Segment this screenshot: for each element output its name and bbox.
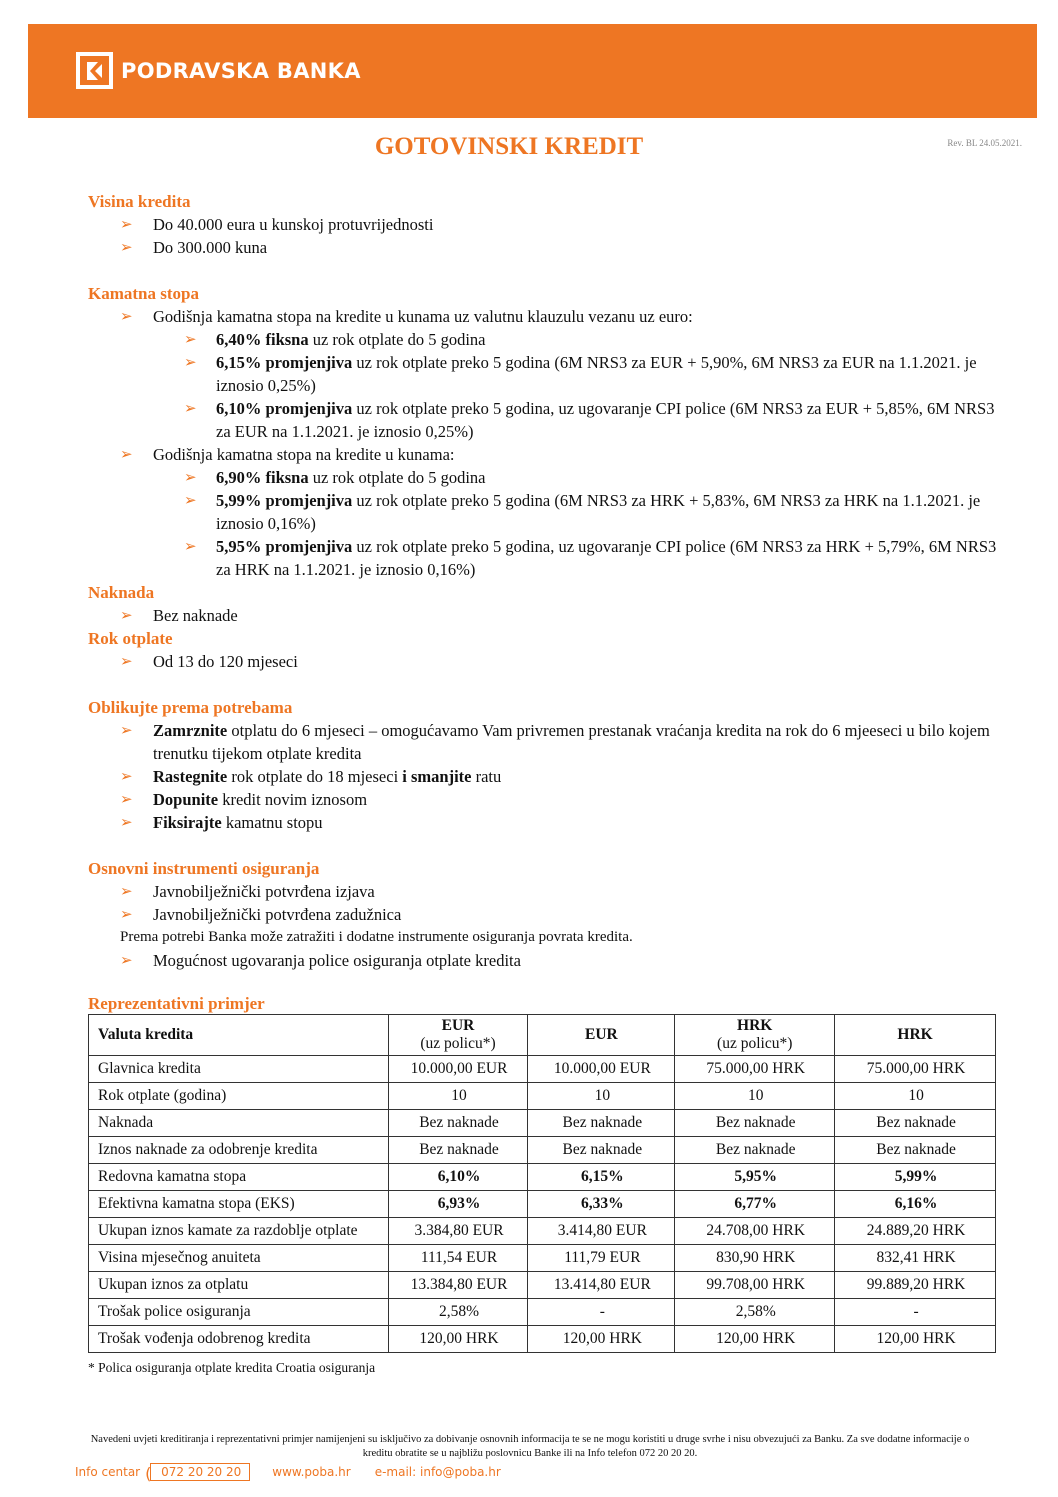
arrow-bullet-icon: ➢ bbox=[120, 652, 133, 670]
arrow-bullet-icon: ➢ bbox=[184, 330, 197, 348]
list-kamatna bbox=[88, 305, 1008, 581]
list-item: ➢ Mogućnost ugovaranja police osiguranja otplate kredita bbox=[120, 951, 521, 970]
bank-name: PODRAVSKA BANKA bbox=[121, 58, 361, 83]
table-cell: 120,00 HRK bbox=[835, 1326, 996, 1353]
list-item: ➢ Fiksirajte kamatnu stopu bbox=[120, 813, 323, 832]
row-label: Rok otplate (godina) bbox=[89, 1083, 389, 1110]
table-cell: Bez naknade bbox=[675, 1110, 835, 1137]
table-cell: Bez naknade bbox=[388, 1137, 528, 1164]
heading-naknada: Naknada bbox=[88, 583, 155, 602]
list-item: ➢ Do 40.000 eura u kunskoj protuvrijednosti bbox=[120, 215, 434, 234]
arrow-bullet-icon: ➢ bbox=[120, 307, 133, 325]
table-cell: 24.708,00 HRK bbox=[675, 1218, 835, 1245]
revision-label: Rev. BL 24.05.2021. bbox=[947, 138, 1022, 148]
table-cell: Bez naknade bbox=[528, 1110, 675, 1137]
arrow-bullet-icon: ➢ bbox=[120, 767, 133, 785]
list-osiguranje bbox=[88, 880, 1008, 926]
table-cell: 832,41 HRK bbox=[835, 1245, 996, 1272]
heading-primjer: Reprezentativni primjer bbox=[88, 994, 265, 1013]
arrow-bullet-icon: ➢ bbox=[184, 468, 197, 486]
table-cell: 99.708,00 HRK bbox=[675, 1272, 835, 1299]
arrow-bullet-icon: ➢ bbox=[120, 905, 133, 923]
header-col: EUR bbox=[528, 1015, 675, 1056]
row-label: Ukupan iznos kamate za razdoblje otplate bbox=[89, 1218, 389, 1245]
table-row bbox=[89, 1056, 996, 1083]
table-cell: Bez naknade bbox=[835, 1137, 996, 1164]
table-cell: 6,15% bbox=[528, 1164, 675, 1191]
arrow-bullet-icon: ➢ bbox=[184, 537, 197, 555]
table-cell: 5,99% bbox=[835, 1164, 996, 1191]
table-cell: 10 bbox=[835, 1083, 996, 1110]
phone-icon: ( bbox=[145, 1464, 152, 1483]
table-cell: 120,00 HRK bbox=[388, 1326, 528, 1353]
table-cell: Bez naknade bbox=[388, 1110, 528, 1137]
list-item: ➢ 6,10% promjenjiva uz rok otplate preko 5 godina, uz ugovaranje CPI police (6M NRS3 za EUR + 5,85%, 6M NRS3 za EUR na 1.1.2021. je iznosio 0,25%) bbox=[184, 399, 995, 441]
heading-rok: Rok otplate bbox=[88, 629, 173, 648]
table-row bbox=[89, 1299, 996, 1326]
list-osiguranje-extra bbox=[88, 949, 1008, 972]
list-rok bbox=[88, 650, 1008, 673]
list-visina bbox=[88, 213, 1008, 259]
representative-example-table bbox=[88, 1014, 996, 1353]
list-item: ➢ Godišnja kamatna stopa na kredite u kunama uz valutnu klauzulu vezanu uz euro: bbox=[120, 307, 693, 326]
table-cell: - bbox=[835, 1299, 996, 1326]
table-cell: 10.000,00 EUR bbox=[528, 1056, 675, 1083]
arrow-bullet-icon: ➢ bbox=[120, 882, 133, 900]
table-cell: Bez naknade bbox=[675, 1137, 835, 1164]
table-footnote: * Polica osiguranja otplate kredita Croatia osiguranja bbox=[88, 1360, 376, 1375]
list-item: ➢ Zamrznite otplatu do 6 mjeseci – omogućavamo Vam privremen prestanak vraćanja kredita na rok do 6 mjeeseci u bilo kojem trenutku tijekom otplate kredita bbox=[120, 721, 990, 763]
table-cell: 6,77% bbox=[675, 1191, 835, 1218]
header-col: HRK bbox=[835, 1015, 996, 1056]
table-cell: 120,00 HRK bbox=[528, 1326, 675, 1353]
info-centar-label: Info centar bbox=[75, 1465, 141, 1479]
arrow-bullet-icon: ➢ bbox=[120, 606, 133, 624]
table-cell: 99.889,20 HRK bbox=[835, 1272, 996, 1299]
table-cell: 6,10% bbox=[388, 1164, 528, 1191]
table-cell: 6,93% bbox=[388, 1191, 528, 1218]
header-col: HRK (uz policu*) bbox=[675, 1015, 835, 1056]
table-row bbox=[89, 1218, 996, 1245]
table-row bbox=[89, 1164, 996, 1191]
heading-osiguranje: Osnovni instrumenti osiguranja bbox=[88, 859, 320, 878]
arrow-bullet-icon: ➢ bbox=[120, 813, 133, 831]
arrow-bullet-icon: ➢ bbox=[120, 238, 133, 256]
email-link[interactable]: e-mail: info@poba.hr bbox=[374, 1465, 501, 1479]
table-cell: 111,79 EUR bbox=[528, 1245, 675, 1272]
table-cell: 3.384,80 EUR bbox=[388, 1218, 528, 1245]
osiguranje-note: Prema potrebi Banka može zatražiti i dodatne instrumente osiguranja povrata kredita. bbox=[120, 929, 633, 945]
heading-oblikujte: Oblikujte prema potrebama bbox=[88, 698, 293, 717]
row-label: Redovna kamatna stopa bbox=[89, 1164, 389, 1191]
table-cell: 10 bbox=[388, 1083, 528, 1110]
main-content bbox=[88, 190, 1008, 1379]
list-item: ➢ 6,40% fiksna uz rok otplate do 5 godina bbox=[184, 330, 486, 349]
row-label: Trošak police osiguranja bbox=[89, 1299, 389, 1326]
list-item: ➢ 6,15% promjenjiva uz rok otplate preko 5 godina (6M NRS3 za EUR + 5,90%, 6M NRS3 za EUR na 1.1.2021. je iznosio 0,25%) bbox=[184, 353, 977, 395]
heading-visina: Visina kredita bbox=[88, 192, 191, 211]
table-cell: 830,90 HRK bbox=[675, 1245, 835, 1272]
table-cell: 10 bbox=[675, 1083, 835, 1110]
website-link[interactable]: www.poba.hr bbox=[272, 1465, 351, 1479]
arrow-bullet-icon: ➢ bbox=[184, 353, 197, 371]
header-label: Valuta kredita bbox=[89, 1015, 389, 1056]
arrow-bullet-icon: ➢ bbox=[120, 721, 133, 739]
phone-box[interactable] bbox=[145, 1463, 250, 1483]
row-label: Efektivna kamatna stopa (EKS) bbox=[89, 1191, 389, 1218]
table-row bbox=[89, 1110, 996, 1137]
table-row bbox=[89, 1326, 996, 1353]
list-item: ➢ 5,95% promjenjiva uz rok otplate preko 5 godina, uz ugovaranje CPI police (6M NRS3 za HRK + 5,79%, 6M NRS3 za HRK na 1.1.2021. je iznosio 0,16%) bbox=[184, 537, 997, 579]
list-item: ➢ Godišnja kamatna stopa na kredite u kunama: bbox=[120, 445, 455, 464]
table-cell: 3.414,80 EUR bbox=[528, 1218, 675, 1245]
table-cell: 75.000,00 HRK bbox=[675, 1056, 835, 1083]
row-label: Trošak vođenja odobrenog kredita bbox=[89, 1326, 389, 1353]
table-cell: 24.889,20 HRK bbox=[835, 1218, 996, 1245]
arrow-bullet-icon: ➢ bbox=[120, 215, 133, 233]
bank-logo[interactable] bbox=[76, 52, 361, 89]
table-row bbox=[89, 1245, 996, 1272]
table-row bbox=[89, 1191, 996, 1218]
table-cell: Bez naknade bbox=[835, 1110, 996, 1137]
list-item: ➢ Bez naknade bbox=[120, 606, 238, 625]
list-item: ➢ Javnobilježnički potvrđena izjava bbox=[120, 882, 375, 901]
list-item: ➢ Do 300.000 kuna bbox=[120, 238, 268, 257]
list-item: ➢ Javnobilježnički potvrđena zadužnica bbox=[120, 905, 402, 924]
table-cell: Bez naknade bbox=[528, 1137, 675, 1164]
row-label: Ukupan iznos za otplatu bbox=[89, 1272, 389, 1299]
arrow-bullet-icon: ➢ bbox=[120, 445, 133, 463]
list-item: ➢ Rastegnite rok otplate do 18 mjeseci i smanjite ratu bbox=[120, 767, 502, 786]
row-label: Iznos naknade za odobrenje kredita bbox=[89, 1137, 389, 1164]
disclaimer: Navedeni uvjeti kreditiranja i reprezentativni primjer namijenjeni su isključivo za dobivanje osnovnih informacija te se ne mogu koristiti u druge svrhe i nisu obvezujući za Banku. Za sve dodatne informacije o kreditu obratite se u najbližu poslovnicu Banke ili na Info telefon 072 20 20 20. bbox=[90, 1434, 970, 1459]
table-row bbox=[89, 1137, 996, 1164]
heading-kamatna: Kamatna stopa bbox=[88, 284, 199, 303]
list-item: ➢ Od 13 do 120 mjeseci bbox=[120, 652, 298, 671]
table-cell: 120,00 HRK bbox=[675, 1326, 835, 1353]
table-cell: 13.414,80 EUR bbox=[528, 1272, 675, 1299]
footer bbox=[75, 1463, 501, 1481]
row-label: Visina mjesečnog anuiteta bbox=[89, 1245, 389, 1272]
arrow-bullet-icon: ➢ bbox=[184, 491, 197, 509]
list-oblikujte bbox=[88, 719, 1008, 834]
arrow-bullet-icon: ➢ bbox=[120, 951, 133, 969]
row-label: Glavnica kredita bbox=[89, 1056, 389, 1083]
table-cell: 2,58% bbox=[388, 1299, 528, 1326]
table-row bbox=[89, 1272, 996, 1299]
list-item: ➢ 6,90% fiksna uz rok otplate do 5 godina bbox=[184, 468, 486, 487]
table-cell: 2,58% bbox=[675, 1299, 835, 1326]
table-cell: 10.000,00 EUR bbox=[388, 1056, 528, 1083]
table-cell: 13.384,80 EUR bbox=[388, 1272, 528, 1299]
row-label: Naknada bbox=[89, 1110, 389, 1137]
table-cell: 6,16% bbox=[835, 1191, 996, 1218]
table-cell: 6,33% bbox=[528, 1191, 675, 1218]
list-naknada bbox=[88, 604, 1008, 627]
table-cell: 10 bbox=[528, 1083, 675, 1110]
list-item: ➢ Dopunite kredit novim iznosom bbox=[120, 790, 368, 809]
phone-number[interactable]: 072 20 20 20 bbox=[161, 1465, 242, 1479]
arrow-bullet-icon: ➢ bbox=[184, 399, 197, 417]
table-row bbox=[89, 1083, 996, 1110]
list-item: ➢ 5,99% promjenjiva uz rok otplate preko 5 godina (6M NRS3 za HRK + 5,83%, 6M NRS3 za HRK na 1.1.2021. je iznosio 0,16%) bbox=[184, 491, 981, 533]
table-cell: - bbox=[528, 1299, 675, 1326]
table-cell: 111,54 EUR bbox=[388, 1245, 528, 1272]
table-cell: 5,95% bbox=[675, 1164, 835, 1191]
arrow-bullet-icon: ➢ bbox=[120, 790, 133, 808]
table-cell: 75.000,00 HRK bbox=[835, 1056, 996, 1083]
logo-mark-icon bbox=[76, 52, 113, 89]
header-col: EUR (uz policu*) bbox=[388, 1015, 528, 1056]
page-title: GOTOVINSKI KREDIT bbox=[374, 133, 644, 160]
table-header-row bbox=[89, 1015, 996, 1056]
